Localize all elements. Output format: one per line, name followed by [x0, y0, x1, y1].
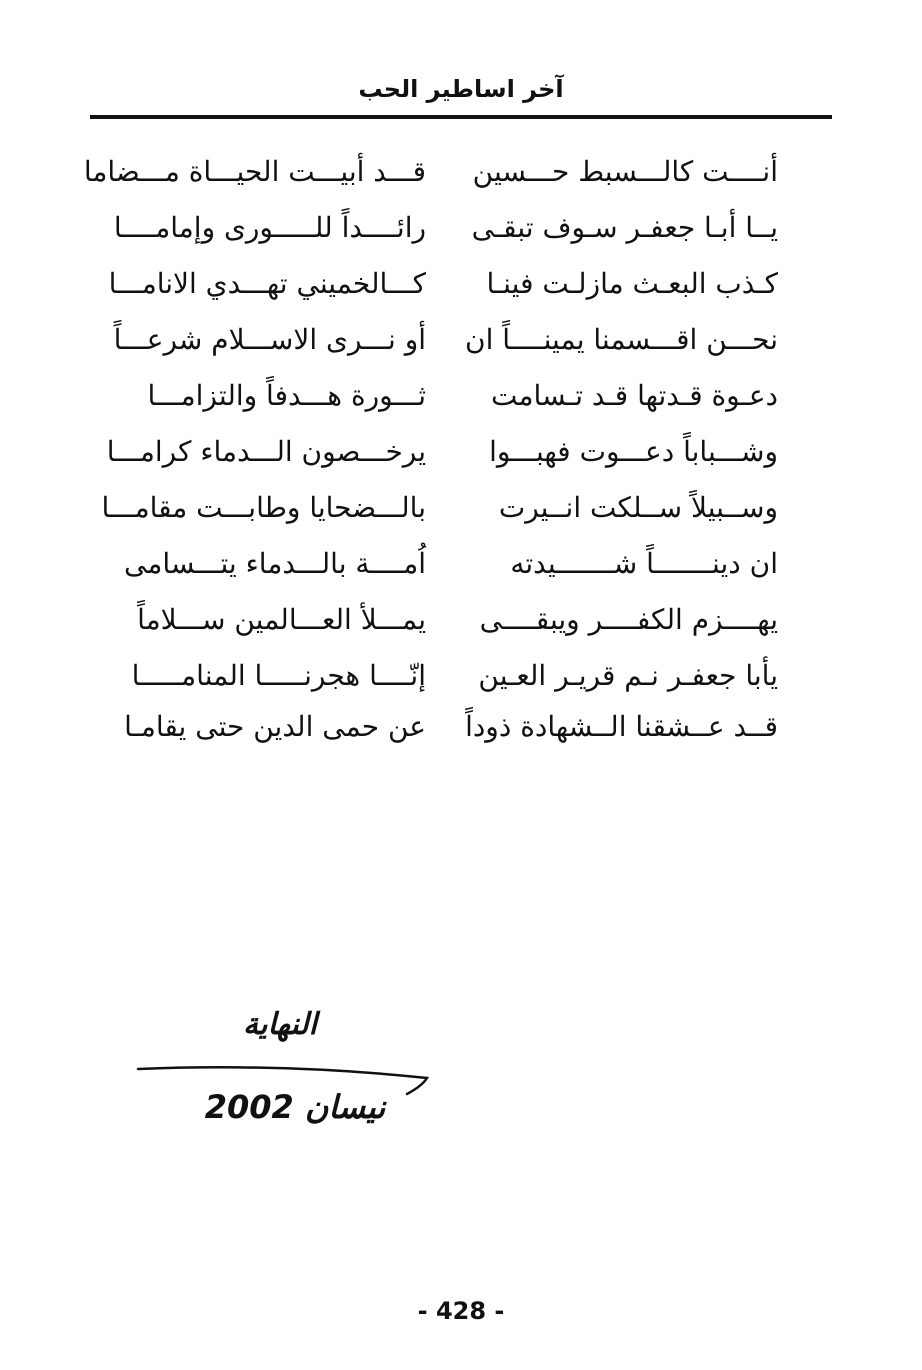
verse-left-8: اُمــــة بالـــدماء يتـــسامى [124, 547, 426, 580]
verse-left-6: يرخـــصون الـــدماء كرامـــا [106, 435, 426, 468]
ending-year: 2002 [204, 1088, 294, 1126]
verse-right-5: دعـوة قـدتها قـد تـسامت [490, 379, 778, 412]
verse-left-7: بالـــضحايا وطابـــت مقامـــا [101, 491, 426, 524]
verse-left-9: يمـــلأ العـــالمين ســـلاماً [137, 603, 426, 636]
running-header-title: آخر اساطير الحب [358, 75, 564, 103]
verse-right-8: ان دينـــــــاً شـــــــيدته [510, 547, 778, 580]
page-number: - 428 - [417, 1297, 505, 1325]
verse-right-1: أنــــت كالـــسبط حـــسين [472, 155, 778, 188]
verse-left-5: ثـــورة هـــدفاً والتزامـــا [147, 379, 426, 412]
verse-right-2: يــا أبـا جعفـر سـوف تبقـى [471, 211, 778, 244]
verse-right-9: يهــــزم الكفــــر ويبقــــى [479, 603, 778, 636]
ending-word: النهاية [243, 1007, 317, 1042]
verse-right-4: نحـــن اقـــسمنا يمينــــاً ان [465, 323, 778, 356]
verse-right-6: وشـــباباً دعـــوت فهبـــوا [489, 435, 778, 468]
verse-right-3: كـذب البعـث مازلـت فينـا [486, 267, 778, 300]
verse-right-11: قــد عــشقنا الــشهادة ذوداً [465, 710, 778, 743]
verse-left-4: أو نـــرى الاســـلام شرعـــاً [113, 323, 426, 356]
verse-left-1: قـــد أبيـــت الحيـــاة مـــضاما [83, 155, 426, 188]
verse-right-7: وســبيلاً ســلكت انــيرت [498, 491, 778, 524]
ending-month: نيسان [304, 1088, 386, 1126]
header-rule [90, 115, 832, 119]
verse-left-3: كـــالخميني تهـــدي الانامـــا [108, 267, 426, 300]
ending-date [180, 1085, 410, 1129]
verse-left-10: إنّــــا هجرنـــــا المنامـــــا [131, 659, 426, 692]
verse-right-10: يأبا جعفـر نـم قريـر العـين [478, 659, 778, 692]
verse-left-11: عن حمى الدين حتى يقامـا [124, 710, 426, 743]
verse-left-2: رائــــداً للـــــورى وإمامــــا [113, 211, 426, 244]
